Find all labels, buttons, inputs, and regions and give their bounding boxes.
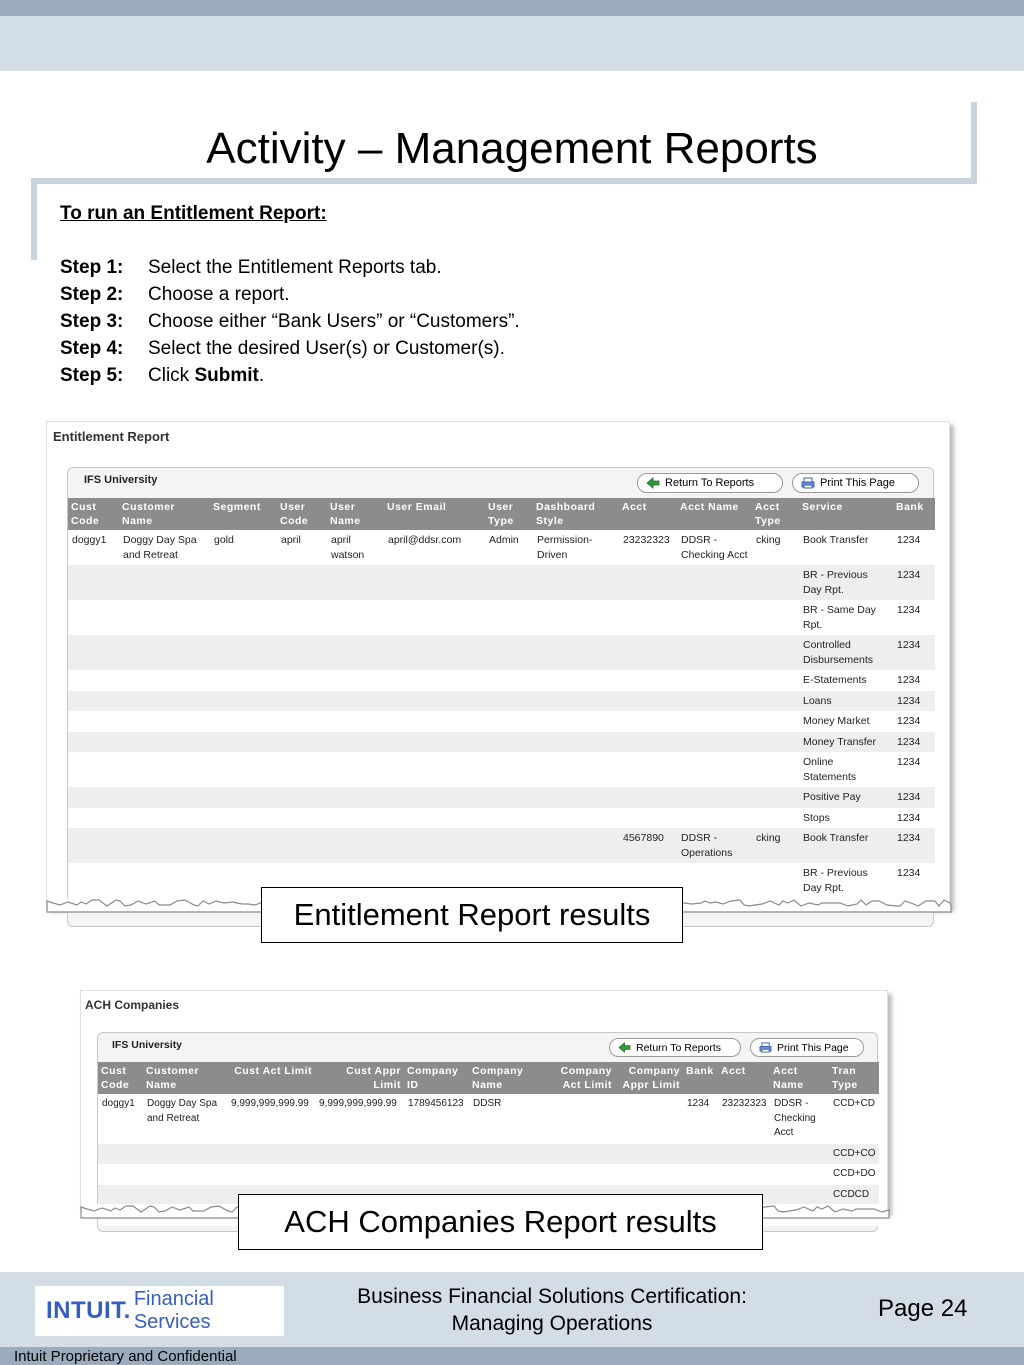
table-cell: DDSR <box>469 1094 544 1144</box>
column-header: Cust Appr Limit <box>315 1062 404 1094</box>
table-cell <box>770 1164 829 1185</box>
printer-icon <box>801 477 815 489</box>
column-header: Acct <box>619 498 677 530</box>
table-cell <box>615 1094 683 1144</box>
printer-icon <box>759 1042 772 1053</box>
table-cell <box>677 565 752 600</box>
table-cell <box>277 808 327 829</box>
table-cell <box>533 787 619 808</box>
slide-title: Activity – Management Reports <box>206 124 818 173</box>
table-cell: 1234 <box>893 787 935 808</box>
table-cell <box>619 732 677 753</box>
table-cell <box>277 670 327 691</box>
table-cell <box>619 600 677 635</box>
table-cell <box>485 670 533 691</box>
column-header: Bank <box>893 498 935 530</box>
table-cell <box>277 711 327 732</box>
table-cell <box>384 565 485 600</box>
table-cell <box>404 1164 469 1185</box>
table-cell: DDSR - Checking Acct <box>770 1094 829 1144</box>
table-cell <box>752 787 799 808</box>
table-cell <box>677 711 752 732</box>
table-cell: 1789456123 <box>404 1094 469 1144</box>
table-cell: cking <box>752 530 799 565</box>
table-cell: Doggy Day Spa and Retreat <box>143 1094 227 1144</box>
table-cell <box>210 691 277 712</box>
column-header: Bank <box>683 1062 718 1094</box>
table-cell <box>327 828 384 863</box>
table-cell <box>119 711 210 732</box>
table-cell <box>327 670 384 691</box>
column-header: Cust Act Limit <box>227 1062 315 1094</box>
table-cell <box>327 808 384 829</box>
table-cell <box>485 635 533 670</box>
table-cell <box>752 863 799 898</box>
table-row <box>68 808 935 829</box>
table-cell: BR - Previous Day Rpt. <box>799 863 893 898</box>
step-3 <box>60 308 520 335</box>
table-cell: E-Statements <box>799 670 893 691</box>
title-frame-left <box>31 178 37 260</box>
table-cell <box>544 1164 615 1185</box>
column-header: Acct Name <box>770 1062 829 1094</box>
table-row <box>68 565 935 600</box>
table-cell <box>619 752 677 787</box>
table-cell <box>327 635 384 670</box>
table-cell <box>327 732 384 753</box>
table-row <box>68 530 935 565</box>
table-cell: 1234 <box>893 808 935 829</box>
table-cell <box>469 1144 544 1165</box>
table-cell <box>210 732 277 753</box>
table-cell <box>485 711 533 732</box>
table-row <box>68 600 935 635</box>
step-label: Step 5: <box>60 365 124 386</box>
table-cell: 1234 <box>893 600 935 635</box>
table-cell <box>277 600 327 635</box>
table-cell <box>677 863 752 898</box>
table-cell <box>533 691 619 712</box>
column-header: User Code <box>277 498 327 530</box>
table-cell: 1234 <box>683 1094 718 1144</box>
table-cell <box>277 828 327 863</box>
table-cell <box>677 752 752 787</box>
print-button-label: Print This Page <box>820 477 896 489</box>
course-line-2: Managing Operations <box>451 1312 653 1335</box>
table-row <box>98 1164 879 1185</box>
table-cell <box>718 1144 770 1165</box>
step-5 <box>60 362 520 389</box>
table-cell <box>619 670 677 691</box>
table-row <box>98 1144 879 1165</box>
table-cell: 1234 <box>893 670 935 691</box>
column-header: Customer Name <box>143 1062 227 1094</box>
table-cell: april watson <box>327 530 384 565</box>
print-button-label: Print This Page <box>777 1041 849 1054</box>
table-cell <box>98 1185 143 1206</box>
table-cell <box>619 711 677 732</box>
table-cell <box>277 565 327 600</box>
submit-keyword: Submit <box>194 365 259 386</box>
table-cell: DDSR - Operations <box>677 828 752 863</box>
table-cell: Book Transfer <box>799 828 893 863</box>
table-cell <box>68 752 119 787</box>
table-cell <box>210 752 277 787</box>
table-cell <box>315 1144 404 1165</box>
table-cell <box>277 752 327 787</box>
entitlement-table <box>68 498 935 898</box>
table-cell <box>384 691 485 712</box>
table-cell <box>533 565 619 600</box>
table-cell <box>68 787 119 808</box>
table-cell <box>485 808 533 829</box>
table-cell <box>210 670 277 691</box>
panel-title: ACH Companies <box>85 998 180 1012</box>
table-cell: 9,999,999,999.99 <box>227 1094 315 1144</box>
table-cell <box>533 808 619 829</box>
instructions <box>60 203 520 389</box>
table-cell: Admin <box>485 530 533 565</box>
table-cell <box>119 828 210 863</box>
table-cell: april@ddsr.com <box>384 530 485 565</box>
return-button-label: Return To Reports <box>665 477 755 489</box>
table-cell: Permission-Driven <box>533 530 619 565</box>
table-cell <box>752 565 799 600</box>
column-header: Company Appr Limit <box>615 1062 683 1094</box>
column-header: Dashboard Style <box>533 498 619 530</box>
table-cell <box>544 1144 615 1165</box>
table-cell <box>404 1144 469 1165</box>
table-cell <box>119 670 210 691</box>
table-cell <box>119 565 210 600</box>
table-cell <box>485 787 533 808</box>
table-cell <box>143 1144 227 1165</box>
table-cell: 9,999,999,999.99 <box>315 1094 404 1144</box>
table-cell <box>384 732 485 753</box>
table-cell <box>544 1094 615 1144</box>
table-cell <box>718 1164 770 1185</box>
table-cell: cking <box>752 828 799 863</box>
table-cell <box>227 1144 315 1165</box>
table-cell <box>485 691 533 712</box>
table-cell <box>210 828 277 863</box>
intuit-financial-services-logo <box>35 1286 284 1336</box>
table-cell <box>752 600 799 635</box>
table-cell <box>752 691 799 712</box>
course-line-1: Business Financial Solutions Certification: <box>357 1285 747 1308</box>
table-cell <box>533 711 619 732</box>
column-header: Cust Code <box>98 1062 143 1094</box>
table-cell <box>68 600 119 635</box>
entitlement-caption: Entitlement Report results <box>261 887 683 943</box>
table-row <box>68 691 935 712</box>
table-cell <box>98 1144 143 1165</box>
table-cell <box>533 828 619 863</box>
table-cell <box>277 732 327 753</box>
table-cell <box>752 711 799 732</box>
table-cell <box>485 732 533 753</box>
step-text: Choose either “Bank Users” or “Customers”. <box>148 311 520 332</box>
table-cell <box>752 670 799 691</box>
column-header: User Type <box>485 498 533 530</box>
table-cell <box>615 1164 683 1185</box>
table-cell <box>683 1144 718 1165</box>
table-cell <box>315 1164 404 1185</box>
table-cell <box>619 808 677 829</box>
table-cell <box>533 670 619 691</box>
org-name: IFS University <box>84 474 158 486</box>
step-2 <box>60 281 520 308</box>
table-cell <box>384 600 485 635</box>
table-cell <box>98 1164 143 1185</box>
logo-text: Financial Services <box>133 1288 214 1333</box>
table-row <box>68 752 935 787</box>
table-cell <box>227 1164 315 1185</box>
table-row <box>68 670 935 691</box>
table-cell: 1234 <box>893 565 935 600</box>
table-cell <box>68 635 119 670</box>
ach-companies-panel <box>80 990 888 1212</box>
table-cell <box>485 600 533 635</box>
table-cell <box>533 752 619 787</box>
table-cell <box>619 635 677 670</box>
instructions-heading: To run an Entitlement Report: <box>60 203 327 224</box>
table-cell <box>68 691 119 712</box>
step-text: Select the Entitlement Reports tab. <box>148 257 442 278</box>
table-row <box>68 787 935 808</box>
table-cell <box>770 1144 829 1165</box>
org-name: IFS University <box>112 1039 183 1051</box>
table-cell <box>327 565 384 600</box>
table-cell: april <box>277 530 327 565</box>
table-cell <box>677 808 752 829</box>
table-cell <box>384 787 485 808</box>
column-header: Company ID <box>404 1062 469 1094</box>
column-header: Acct Type <box>752 498 799 530</box>
table-cell: CCD+CO <box>829 1144 879 1165</box>
table-cell: 1234 <box>893 732 935 753</box>
return-to-reports-button[interactable] <box>609 1038 741 1057</box>
back-arrow-icon <box>618 1042 631 1053</box>
column-header: Segment <box>210 498 277 530</box>
table-cell <box>210 808 277 829</box>
table-cell: doggy1 <box>98 1094 143 1144</box>
table-cell <box>533 600 619 635</box>
table-cell <box>327 711 384 732</box>
table-cell: BR - Same Day Rpt. <box>799 600 893 635</box>
table-cell: 1234 <box>893 530 935 565</box>
table-row <box>98 1094 879 1144</box>
table-cell <box>119 808 210 829</box>
table-cell <box>210 600 277 635</box>
table-cell <box>68 711 119 732</box>
column-header: Company Name <box>469 1062 544 1094</box>
table-cell <box>119 691 210 712</box>
return-to-reports-button[interactable] <box>637 473 783 493</box>
table-cell <box>615 1144 683 1165</box>
print-this-page-button[interactable] <box>792 473 919 493</box>
course-title <box>300 1283 804 1337</box>
table-cell: Money Market <box>799 711 893 732</box>
header-band-light <box>0 16 1024 71</box>
step-label: Step 2: <box>60 284 124 305</box>
column-header: User Email <box>384 498 485 530</box>
table-cell <box>210 565 277 600</box>
table-cell <box>485 752 533 787</box>
column-header: Cust Code <box>68 498 119 530</box>
table-cell: 1234 <box>893 863 935 898</box>
table-cell: CCD+CD <box>829 1094 879 1144</box>
table-cell <box>752 752 799 787</box>
table-row <box>68 635 935 670</box>
column-header: Acct Name <box>677 498 752 530</box>
table-cell <box>277 787 327 808</box>
table-cell <box>210 711 277 732</box>
table-cell <box>210 635 277 670</box>
table-cell <box>752 808 799 829</box>
table-cell: 23232323 <box>718 1094 770 1144</box>
table-cell <box>327 600 384 635</box>
table-cell <box>68 565 119 600</box>
logo-brand: INTUIT. <box>46 1297 131 1324</box>
table-cell <box>210 787 277 808</box>
ach-caption: ACH Companies Report results <box>238 1194 763 1250</box>
table-cell <box>327 752 384 787</box>
table-cell <box>677 732 752 753</box>
table-cell <box>677 787 752 808</box>
table-cell <box>677 670 752 691</box>
step-text: Choose a report. <box>148 284 290 305</box>
back-arrow-icon <box>646 477 660 489</box>
table-cell <box>68 808 119 829</box>
table-cell <box>119 787 210 808</box>
page-number: Page 24 <box>878 1295 968 1322</box>
title-frame-bottom <box>34 178 977 184</box>
table-cell <box>677 691 752 712</box>
table-cell: Online Statements <box>799 752 893 787</box>
table-cell <box>384 635 485 670</box>
table-cell: 4567890 <box>619 828 677 863</box>
table-cell <box>68 670 119 691</box>
table-cell: Money Transfer <box>799 732 893 753</box>
column-header: Company Act Limit <box>544 1062 615 1094</box>
return-button-label: Return To Reports <box>636 1041 722 1054</box>
step-text: Select the desired User(s) or Customer(s). <box>148 338 505 359</box>
table-cell: 1234 <box>893 828 935 863</box>
table-cell <box>677 600 752 635</box>
column-header: Acct <box>718 1062 770 1094</box>
table-cell <box>119 600 210 635</box>
table-cell <box>384 828 485 863</box>
table-cell: 23232323 <box>619 530 677 565</box>
table-cell: DDSR - Checking Acct <box>677 530 752 565</box>
table-cell <box>533 635 619 670</box>
table-cell <box>119 635 210 670</box>
step-label: Step 4: <box>60 338 124 359</box>
entitlement-report-panel <box>46 421 950 908</box>
table-cell: BR - Previous Day Rpt. <box>799 565 893 600</box>
table-cell <box>677 635 752 670</box>
table-cell <box>619 787 677 808</box>
step-label: Step 1: <box>60 257 124 278</box>
table-cell <box>485 565 533 600</box>
table-cell <box>533 732 619 753</box>
table-cell: 1234 <box>893 635 935 670</box>
table-cell <box>770 1185 829 1206</box>
table-cell: Positive Pay <box>799 787 893 808</box>
table-cell <box>119 863 210 898</box>
table-cell <box>68 863 119 898</box>
table-cell <box>68 732 119 753</box>
table-cell: gold <box>210 530 277 565</box>
table-cell: Book Transfer <box>799 530 893 565</box>
step-label: Step 3: <box>60 311 124 332</box>
table-row <box>68 711 935 732</box>
table-cell: Doggy Day Spa and Retreat <box>119 530 210 565</box>
column-header: Customer Name <box>119 498 210 530</box>
table-cell <box>384 670 485 691</box>
table-cell <box>485 828 533 863</box>
table-cell <box>752 732 799 753</box>
table-cell: 1234 <box>893 752 935 787</box>
table-cell <box>143 1164 227 1185</box>
table-cell <box>469 1164 544 1185</box>
header-band-dark <box>0 0 1024 16</box>
print-this-page-button[interactable] <box>750 1038 864 1057</box>
table-cell: doggy1 <box>68 530 119 565</box>
report-container <box>67 467 934 927</box>
table-row <box>68 828 935 863</box>
table-cell <box>619 565 677 600</box>
table-cell <box>384 711 485 732</box>
table-cell <box>619 691 677 712</box>
table-cell <box>384 752 485 787</box>
confidential-notice: Intuit Proprietary and Confidential <box>14 1348 237 1365</box>
step-1 <box>60 254 520 281</box>
table-cell <box>277 691 327 712</box>
table-cell <box>752 635 799 670</box>
table-cell <box>683 1164 718 1185</box>
column-header: Tran Type <box>829 1062 879 1094</box>
step-text: Click <box>148 365 195 386</box>
step-4 <box>60 335 520 362</box>
table-cell <box>384 808 485 829</box>
table-header-row <box>98 1062 879 1094</box>
table-cell <box>119 752 210 787</box>
table-cell: 1234 <box>893 691 935 712</box>
table-cell <box>68 828 119 863</box>
table-cell: 1234 <box>893 711 935 732</box>
table-cell: CCDCD <box>829 1185 879 1206</box>
table-cell: CCD+DO <box>829 1164 879 1185</box>
panel-title: Entitlement Report <box>53 429 170 444</box>
table-row <box>68 732 935 753</box>
table-cell <box>327 787 384 808</box>
table-cell: Controlled Disbursements <box>799 635 893 670</box>
table-cell <box>119 732 210 753</box>
table-cell <box>277 635 327 670</box>
table-cell: Loans <box>799 691 893 712</box>
table-cell: Stops <box>799 808 893 829</box>
step-text-end: . <box>258 365 265 386</box>
column-header: Service <box>799 498 893 530</box>
column-header: User Name <box>327 498 384 530</box>
table-cell <box>143 1185 227 1206</box>
table-cell <box>327 691 384 712</box>
table-header-row <box>68 498 935 530</box>
